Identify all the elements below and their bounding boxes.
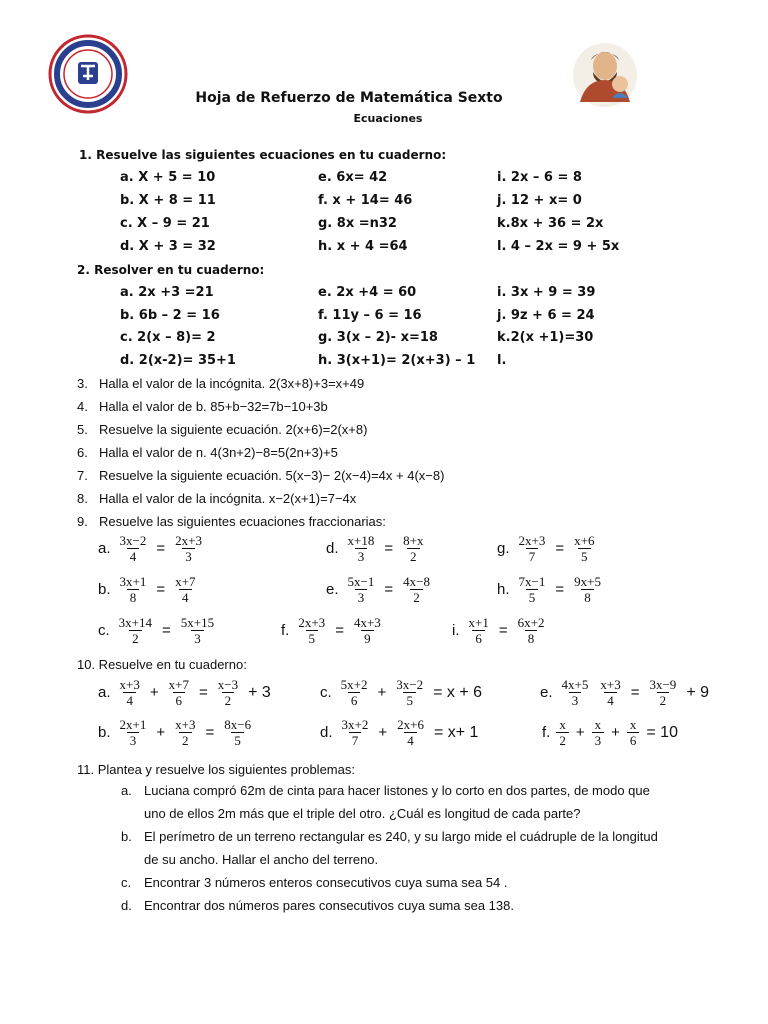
equation-item: g. 8x =n32 — [318, 216, 397, 231]
equation-item: k.8x + 36 = 2x — [497, 216, 604, 231]
fraction-equation: g. $\frac{2x+3}{7}$ = $\frac{x+6}{5}$ — [497, 533, 600, 564]
item-number: 8. — [77, 491, 88, 506]
item-number: 6. — [77, 445, 88, 460]
item-label: c. — [98, 622, 110, 639]
equation-item: b. 6b – 2 = 16 — [120, 308, 220, 323]
problem-text: Encontrar 3 números enteros consecutivos cuya suma sea 54 . — [144, 875, 508, 890]
equation-item: a. X + 5 = 10 — [120, 170, 216, 185]
fraction: $\frac{4x-8}{2}$ — [403, 574, 430, 605]
fraction-equation: f. $\frac{x}{2}$ + $\frac{x}{3}$ + $\frac{x}{6}$ = 10 — [542, 717, 678, 748]
item-label: f. — [281, 622, 290, 639]
fraction: $\frac{x+1}{6}$ — [468, 615, 489, 646]
equation-item: g. 3(x – 2)- x=18 — [318, 330, 438, 345]
item-label: g. — [497, 540, 510, 557]
equation-item: j. 9z + 6 = 24 — [497, 308, 595, 323]
fraction-equation: b. $\frac{2x+1}{3}$ + $\frac{x+3}{2}$ = $\frac{8x-6}{5}$ — [98, 717, 257, 748]
equation-item: l. — [497, 353, 507, 368]
fraction: $\frac{8+x}{2}$ — [403, 533, 424, 564]
fraction: $\frac{2x+3}{5}$ — [298, 615, 326, 646]
fraction: $\frac{x+3}{2}$ — [175, 717, 196, 748]
item-label: b. — [98, 581, 111, 598]
equation-item: d. 2(x-2)= 35+1 — [120, 353, 236, 368]
problem-label: b. — [121, 829, 132, 844]
fraction: $\frac{x}{2}$ — [556, 717, 569, 748]
equation-item: l. 4 – 2x = 9 + 5x — [497, 239, 620, 254]
item-number: 9. — [77, 514, 88, 529]
equation-item: h. 3(x+1)= 2(x+3) – 1 — [318, 353, 476, 368]
fraction: $\frac{2x+3}{3}$ — [175, 533, 202, 564]
item-text: Halla el valor de n. 4(3n+2)−8=5(2n+3)+5 — [99, 445, 338, 460]
fraction: $\frac{x}{3}$ — [592, 717, 605, 748]
fraction: $\frac{2x+3}{7}$ — [518, 533, 546, 564]
fraction-equation: a. $\frac{3x-2}{4}$ = $\frac{2x+3}{3}$ — [98, 533, 208, 564]
equation-item: b. X + 8 = 11 — [120, 193, 216, 208]
item-label: e. — [540, 684, 553, 701]
problem-text: El perímetro de un terreno rectangular es 240, y su largo mide el cuádruple de la longitud de su ancho. Hallar el ancho del terreno. — [144, 829, 658, 867]
page-subtitle: Ecuaciones — [353, 112, 423, 125]
problem-text: Luciana compró 62m de cinta para hacer listones y lo corto en dos partes, de modo que uno de ellos 2m más que el triple del otro. ¿Cuál es longitud de cada parte? — [144, 783, 650, 821]
fraction: $\frac{8x-6}{5}$ — [224, 717, 252, 748]
fraction-equation: f. $\frac{2x+3}{5}$ = $\frac{4x+3}{9}$ — [281, 615, 387, 646]
fraction: $\frac{2x+1}{3}$ — [119, 717, 147, 748]
fraction: $\frac{3x-2}{4}$ — [119, 533, 147, 564]
item-text: Resuelve la siguiente ecuación. 2(x+6)=2(x+8) — [99, 422, 368, 437]
item-label: f. — [542, 724, 551, 741]
equation-item: f. 11y – 6 = 16 — [318, 308, 422, 323]
fraction: $\frac{3x-2}{5}$ — [396, 677, 424, 708]
fraction: $\frac{x-3}{2}$ — [217, 677, 239, 708]
fraction: $\frac{x+7}{4}$ — [175, 574, 196, 605]
problem-text: Encontrar dos números pares consecutivos cuya suma sea 138. — [144, 898, 514, 913]
fraction: $\frac{3x+1}{8}$ — [119, 574, 147, 605]
fraction: $\frac{x+3}{4}$ — [600, 677, 621, 708]
fraction-equation: d. $\frac{3x+2}{7}$ + $\frac{2x+6}{4}$ = x+ 1 — [320, 717, 479, 748]
section-1-heading: 1. Resuelve las siguientes ecuaciones en tu cuaderno: — [79, 148, 447, 162]
fraction: $\frac{2x+6}{4}$ — [397, 717, 424, 748]
fraction: $\frac{9x+5}{8}$ — [574, 574, 601, 605]
equation-item: e. 6x= 42 — [318, 170, 388, 185]
fraction: $\frac{6x+2}{8}$ — [517, 615, 545, 646]
item-label: d. — [320, 724, 333, 741]
equation-item: i. 3x + 9 = 39 — [497, 285, 596, 300]
fraction: $\frac{x+7}{6}$ — [168, 677, 189, 708]
page-title: Hoja de Refuerzo de Matemática Sexto — [195, 90, 503, 106]
fraction: $\frac{x+18}{3}$ — [347, 533, 375, 564]
fraction: $\frac{7x-1}{5}$ — [518, 574, 546, 605]
fraction: $\frac{5x-1}{3}$ — [347, 574, 375, 605]
item-text: Resuelve las siguientes ecuaciones fraccionarias: — [99, 514, 386, 529]
fraction: $\frac{3x-9}{2}$ — [649, 677, 677, 708]
item-number: 5. — [77, 422, 88, 437]
item-label: d. — [326, 540, 339, 557]
section-10-heading: 10. Resuelve en tu cuaderno: — [77, 657, 247, 672]
problem-label: c. — [121, 875, 132, 890]
equation-item: d. X + 3 = 32 — [120, 239, 216, 254]
problem-label: a. — [121, 783, 132, 798]
equation-item: k.2(x +1)=30 — [497, 330, 594, 345]
fraction: $\frac{3x+14}{2}$ — [118, 615, 153, 646]
item-label: c. — [320, 684, 332, 701]
item-text: Halla el valor de la incógnita. x−2(x+1)=7−4x — [99, 491, 357, 506]
equation-item: a. 2x +3 =21 — [120, 285, 214, 300]
fraction-equation: b. $\frac{3x+1}{8}$ = $\frac{x+7}{4}$ — [98, 574, 201, 605]
item-number: 4. — [77, 399, 88, 414]
fraction: $\frac{3x+2}{7}$ — [341, 717, 369, 748]
item-label: b. — [98, 724, 111, 741]
equation-item: h. x + 4 =64 — [318, 239, 408, 254]
fraction-equation: e. $\frac{5x-1}{3}$ = $\frac{4x-8}{2}$ — [326, 574, 436, 605]
section-11-heading: 11. Plantea y resuelve los siguientes problemas: — [77, 762, 355, 777]
fraction: $\frac{4x+3}{9}$ — [353, 615, 381, 646]
fraction: $\frac{5x+15}{3}$ — [180, 615, 215, 646]
equation-item: c. X – 9 = 21 — [120, 216, 210, 231]
item-number: 7. — [77, 468, 88, 483]
fraction: $\frac{4x+5}{3}$ — [561, 677, 589, 708]
section-2-heading: 2. Resolver en tu cuaderno: — [77, 263, 265, 277]
item-number: 3. — [77, 376, 88, 391]
fraction-equation: c. $\frac{5x+2}{6}$ + $\frac{3x-2}{5}$ = x + 6 — [320, 677, 483, 708]
item-label: a. — [98, 540, 111, 557]
fraction: $\frac{x+6}{5}$ — [574, 533, 595, 564]
equation-item: e. 2x +4 = 60 — [318, 285, 417, 300]
fraction-equation: a. $\frac{x+3}{4}$ + $\frac{x+7}{6}$ = $\frac{x-3}{2}$ + 3 — [98, 677, 271, 708]
item-text: Halla el valor de b. 85+b−32=7b−10+3b — [99, 399, 328, 414]
fraction-equation: e. $\frac{4x+5}{3}$ $\frac{x+3}{4}$ = $\frac{3x-9}{2}$ + 9 — [540, 677, 709, 708]
equation-item: f. x + 14= 46 — [318, 193, 413, 208]
item-label: h. — [497, 581, 510, 598]
item-label: a. — [98, 684, 111, 701]
fraction-equation: i. $\frac{x+1}{6}$ = $\frac{6x+2}{8}$ — [452, 615, 550, 646]
fraction: $\frac{5x+2}{6}$ — [340, 677, 368, 708]
item-label: i. — [452, 622, 460, 639]
problem-label: d. — [121, 898, 132, 913]
item-text: Halla el valor de la incógnita. 2(3x+8)+3=x+49 — [99, 376, 365, 391]
item-text: Resuelve la siguiente ecuación. 5(x−3)− 2(x−4)=4x + 4(x−8) — [99, 468, 445, 483]
equation-item: c. 2(x – 8)= 2 — [120, 330, 216, 345]
fraction: $\frac{x}{6}$ — [627, 717, 640, 748]
equation-item: i. 2x – 6 = 8 — [497, 170, 582, 185]
fraction-equation: d. $\frac{x+18}{3}$ = $\frac{8+x}{2}$ — [326, 533, 429, 564]
fraction-equation: h. $\frac{7x-1}{5}$ = $\frac{9x+5}{8}$ — [497, 574, 607, 605]
equation-item: j. 12 + x= 0 — [497, 193, 582, 208]
fraction-equation: c. $\frac{3x+14}{2}$ = $\frac{5x+15}{3}$ — [98, 615, 220, 646]
fraction: $\frac{x+3}{4}$ — [119, 677, 140, 708]
item-label: e. — [326, 581, 339, 598]
